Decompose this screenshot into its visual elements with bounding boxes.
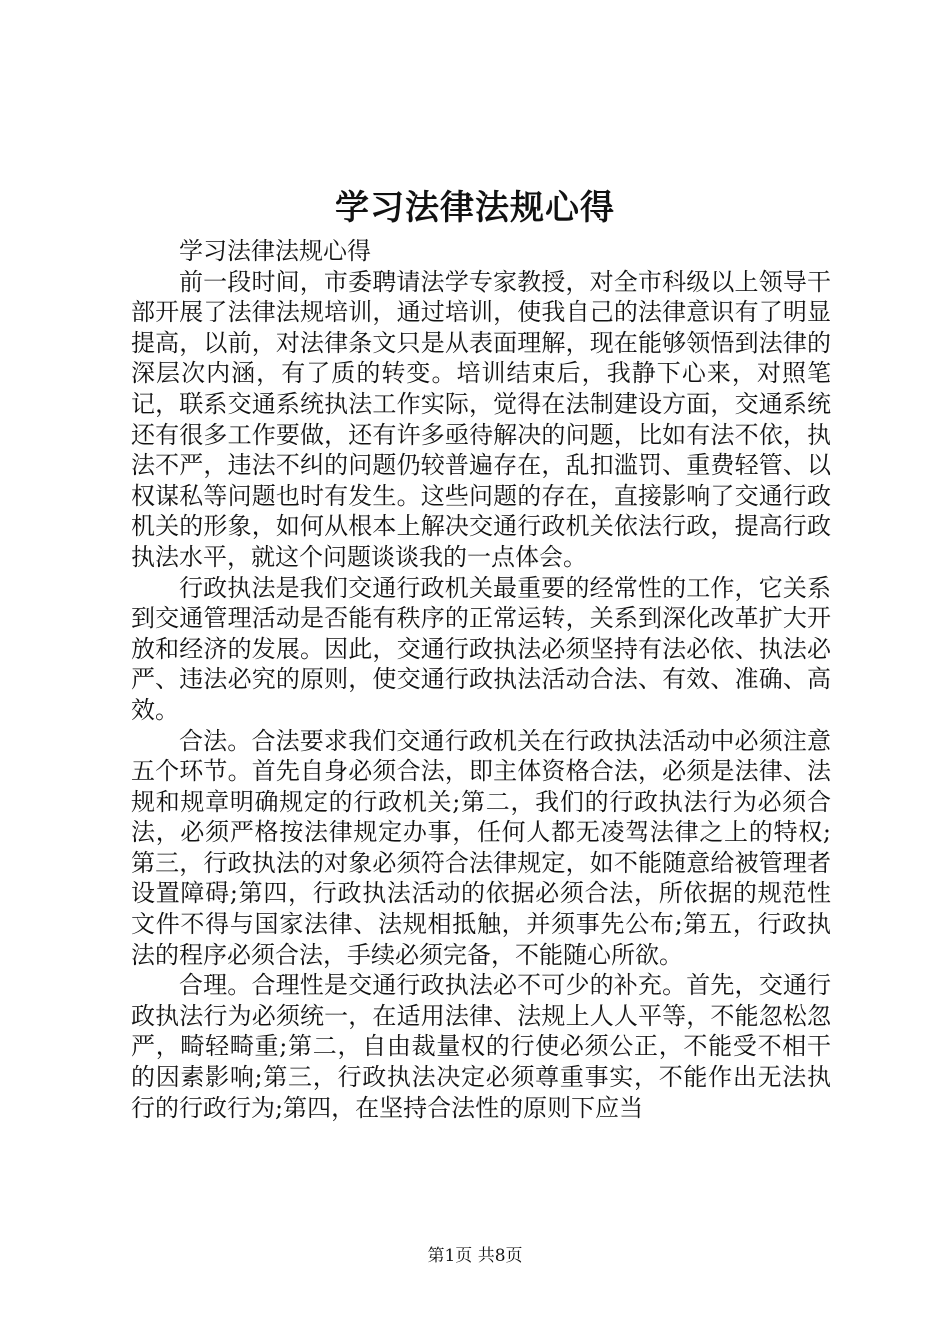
page-footer: 第1页 共8页 bbox=[427, 1246, 523, 1266]
paragraph-subtitle: 学习法律法规心得 bbox=[179, 237, 371, 265]
paragraph-intro: 前一段时间，市委聘请法学专家教授，对全市科级以上领导干部开展了法律法规培训，通过培训，使我自己的法律意识有了明显提高，以前，对法律条文只是从表面理解，现在能够领悟到法律的深层次内涵，有了质的转变。培训结束后，我静下心来，对照笔记，联系交通系统执法工作实际，觉得在法制建设方面，交通系统还有很多工作要做，还有许多亟待解决的问题，比如有法不依，执法不严，违法不纠的问题仍较普遍存在，乱扣滥罚、重费轻管、以权谋私等问题也时有发生。这些问题的存在，直接影响了交通行政机关的形象，如何从根本上解决交通行政机关依法行政，提高行政执法水平，就这个问题谈谈我的一点体会。 bbox=[131, 267, 831, 571]
document-title: 学习法律法规心得 bbox=[335, 188, 615, 228]
document-body bbox=[131, 236, 831, 1123]
paragraph-reasonableness: 合理。合理性是交通行政执法必不可少的补充。首先，交通行政执法行为必须统一，在适用法律、法规上人人平等，不能忽松忽严，畸轻畸重;第二，自由裁量权的行使必须公正，不能受不相干的因素影响;第三，行政执法决定必须尊重事实，不能作出无法执行的行政行为;第四，在坚持合法性的原则下应当 bbox=[131, 971, 831, 1122]
paragraph-legality: 合法。合法要求我们交通行政机关在行政执法活动中必须注意五个环节。首先自身必须合法，即主体资格合法，必须是法律、法规和规章明确规定的行政机关;第二，我们的行政执法行为必须合法，必须严格按法律规定办事，任何人都无凌驾法律之上的特权;第三，行政执法的对象必须符合法律规定，如不能随意给被管理者设置障碍;第四，行政执法活动的依据必须合法，所依据的规范性文件不得与国家法律、法规相抵触，并须事先公布;第五，行政执法的程序必须合法，手续必须完备，不能随心所欲。 bbox=[131, 726, 831, 969]
paragraph-enforcement: 行政执法是我们交通行政机关最重要的经常性的工作，它关系到交通管理活动是否能有秩序的正常运转，关系到深化改革扩大开放和经济的发展。因此，交通行政执法必须坚持有法必依、执法必严、违法必究的原则，使交通行政执法活动合法、有效、准确、高效。 bbox=[131, 573, 831, 724]
